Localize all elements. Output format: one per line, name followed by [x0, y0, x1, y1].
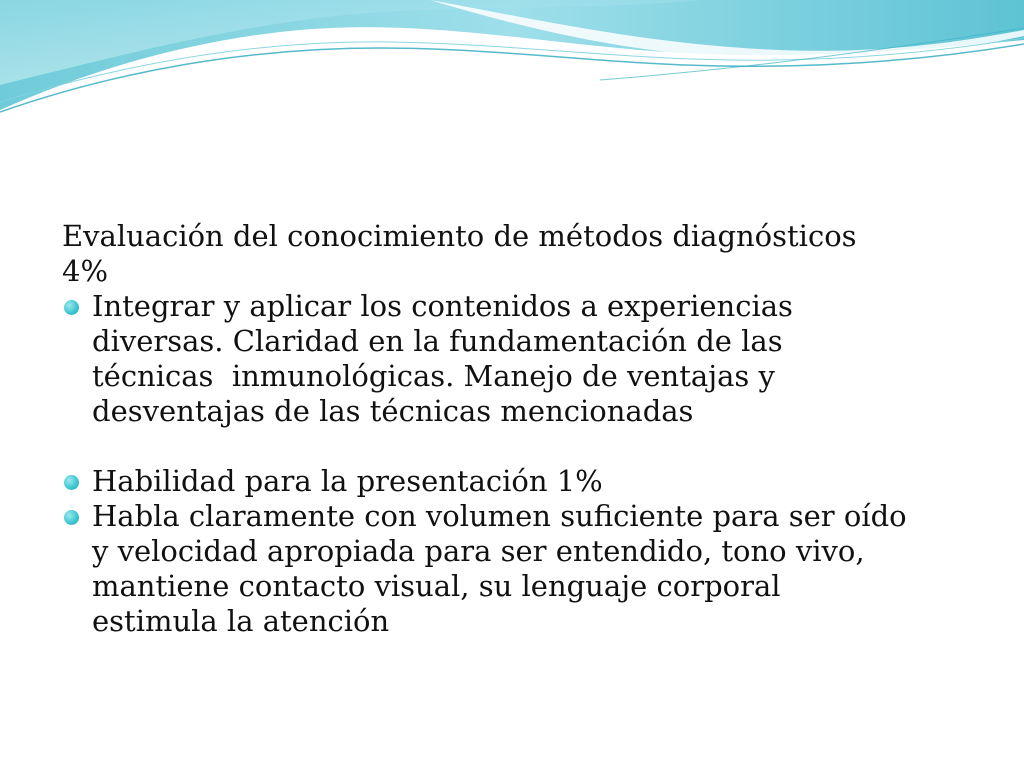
bullet-text-line: estimula la atención	[92, 604, 390, 638]
spacer	[62, 429, 962, 464]
bullet-item-habilidad	[62, 464, 962, 499]
bullet-text-line: diversas. Claridad en la fundamentación de las	[92, 324, 783, 358]
intro-line-1: Evaluación del conocimiento de métodos diagnósticos	[62, 219, 857, 253]
bullet-text-line: mantiene contacto visual, su lenguaje corporal	[92, 569, 781, 603]
bullet-item-integrar	[62, 289, 962, 429]
header-wave-decoration	[0, 0, 1024, 130]
bullet-text-line: Integrar y aplicar los contenidos a experiencias	[92, 289, 793, 323]
bullet-icon	[64, 510, 79, 525]
bullet-text-line: técnicas inmunológicas. Manejo de ventajas y	[92, 359, 775, 393]
slide-content	[62, 219, 962, 639]
bullet-list	[62, 289, 962, 639]
bullet-item-habla	[62, 499, 962, 639]
bullet-icon	[64, 300, 79, 315]
intro-line-2: 4%	[62, 254, 109, 288]
bullet-text-line: desventajas de las técnicas mencionadas	[92, 394, 694, 428]
bullet-icon	[64, 475, 79, 490]
bullet-text-line: Habla claramente con volumen suficiente para ser oído	[92, 499, 907, 533]
bullet-text-line: Habilidad para la presentación 1%	[92, 464, 603, 498]
bullet-text-line: y velocidad apropiada para ser entendido, tono vivo,	[92, 534, 865, 568]
